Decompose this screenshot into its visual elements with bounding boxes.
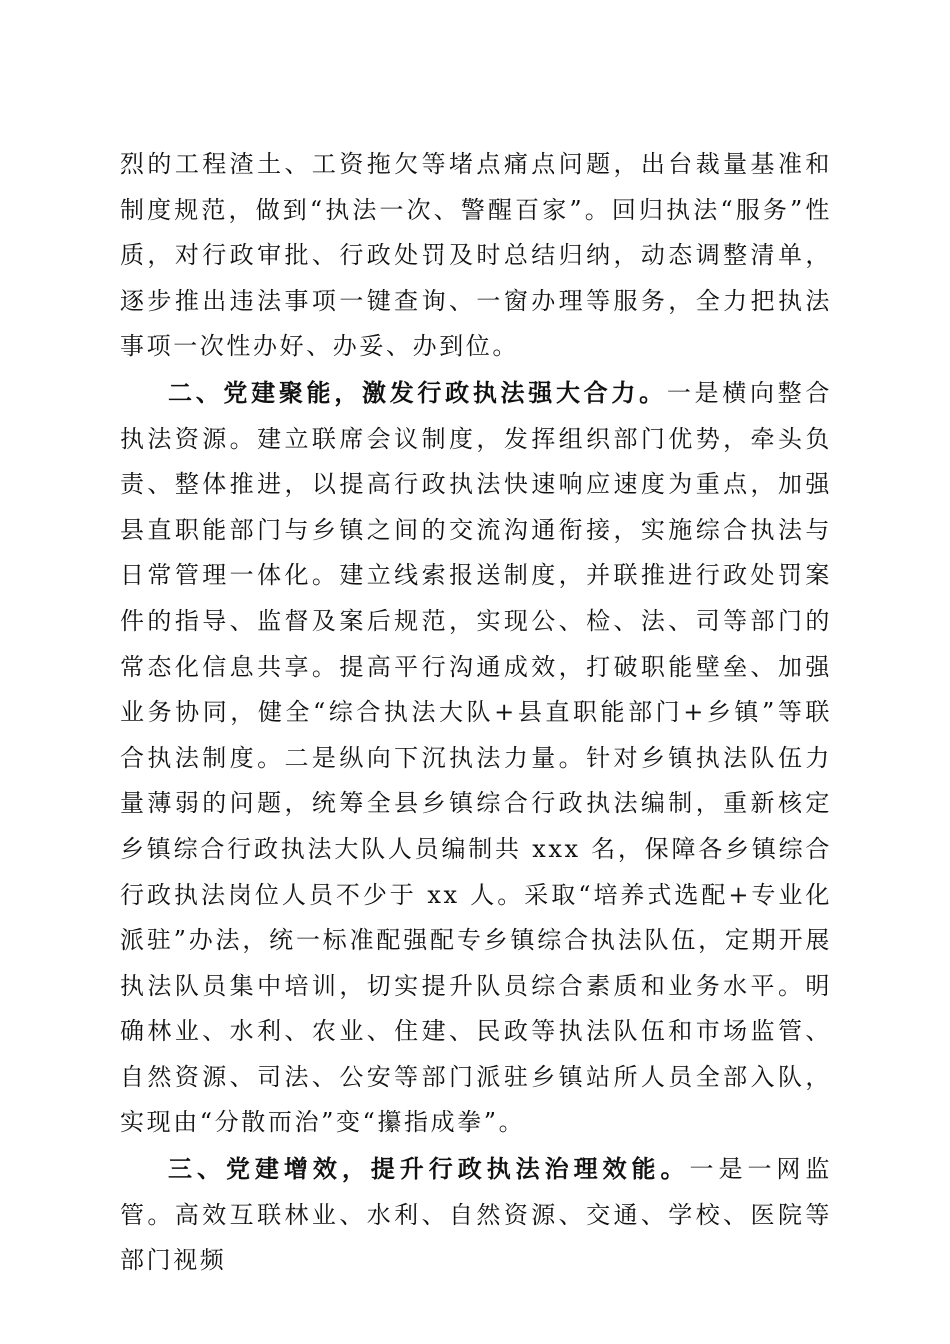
paragraph-1-text: 烈的工程渣土、工资拖欠等堵点痛点问题，出台裁量基准和制度规范，做到“执法一次、警醒百家”。回归执法“服务”性质，对行政审批、行政处罚及时总结归纳，动态调整清单，逐步推出违法事项一键查询、一窗办理等服务，全力把执法事项一次性办好、办妥、办到位。 [120, 150, 832, 361]
paragraph-continuation [120, 142, 832, 370]
document-body [120, 142, 832, 1284]
section-2-text: 一是横向整合执法资源。建立联席会议制度，发挥组织部门优势，牵头负责、整体推进，以提高行政执法快速响应速度为重点，加强县直职能部门与乡镇之间的交流沟通衔接，实施综合执法与日常管理一体化。建立线索报送制度，并联推进行政处罚案件的指导、监督及案后规范，实现公、检、法、司等部门的常态化信息共享。提高平行沟通成效，打破职能壁垒、加强业务协同，健全“综合执法大队+县直职能部门+乡镇”等联合执法制度。二是纵向下沉执法力量。针对乡镇执法队伍力量薄弱的问题，统筹全县乡镇综合行政执法编制，重新核定乡镇综合行政执法大队人员编制共 xxx 名，保障各乡镇综合行政执法岗位人员不少于 xx 人。采取“培养式选配+专业化派驻”办法，统一标准配强配专乡镇综合执法队伍，定期开展执法队员集中培训，切实提升队员综合素质和业务水平。明确林业、水利、农业、住建、民政等执法队伍和市场监管、自然资源、司法、公安等部门派驻乡镇站所人员全部入队，实现由“分散而治”变“攥指成拳”。 [120, 378, 832, 1137]
paragraph-section-2 [120, 370, 832, 1146]
section-2-heading: 二、党建聚能，激发行政执法强大合力。 [168, 377, 667, 407]
paragraph-section-3 [120, 1146, 832, 1284]
section-3-heading: 三、党建增效，提升行政执法治理效能。 [168, 1154, 690, 1184]
section-3-text: 一是一网监管。高效互联林业、水利、自然资源、交通、学校、医院等部门视频 [120, 1155, 832, 1275]
